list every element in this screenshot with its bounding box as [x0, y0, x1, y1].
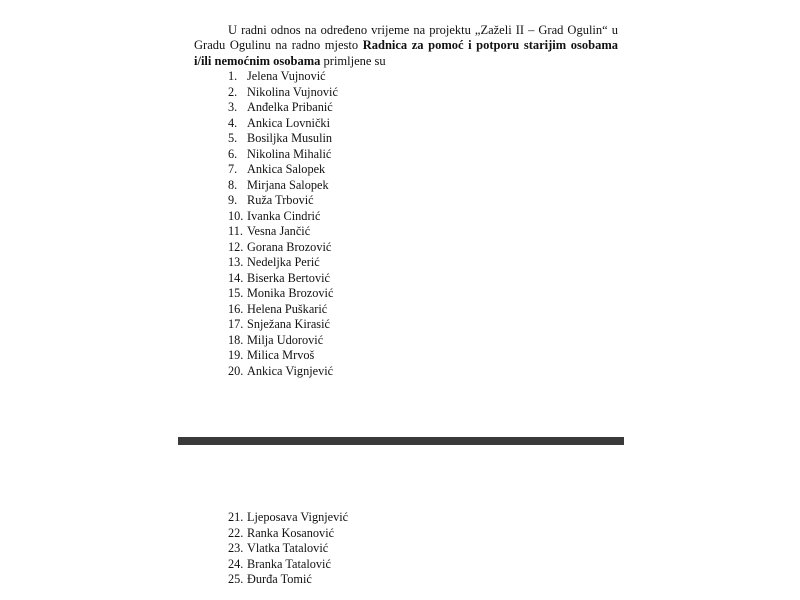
employee-list-item	[228, 271, 338, 287]
employee-name: Nikolina Mihalić	[247, 146, 332, 161]
employee-number: 21.	[228, 510, 244, 524]
document-page-2	[178, 445, 624, 600]
employee-name: Anđelka Pribanić	[247, 100, 333, 114]
employee-list-item	[228, 131, 338, 147]
employee-number: 7.	[228, 162, 238, 176]
employee-name: Ruža Trbović	[247, 193, 314, 207]
employee-name: Jelena Vujnović	[247, 69, 326, 83]
employee-number: 18.	[228, 332, 244, 347]
employee-name: Nedeljka Perić	[247, 255, 320, 269]
employee-number: 5.	[228, 131, 238, 145]
employee-name: Vesna Jančić	[247, 224, 311, 238]
employee-name: Milica Mrvoš	[247, 348, 315, 362]
employee-list-item	[228, 85, 338, 101]
employee-list-item	[228, 69, 338, 85]
employee-number: 11.	[228, 224, 243, 238]
employee-list-item	[228, 557, 348, 573]
employee-number: 15.	[228, 286, 244, 300]
employee-name: Vlatka Tatalović	[247, 541, 329, 555]
employee-list-item	[228, 147, 338, 163]
employee-name: Helena Puškarić	[247, 301, 328, 316]
employee-number: 16.	[228, 301, 244, 316]
employee-list-item	[228, 348, 338, 364]
employee-number: 3.	[228, 100, 238, 114]
employee-number: 12.	[228, 239, 244, 254]
intro-text-part-2: primljene su	[320, 53, 386, 68]
employee-name: Branka Tatalović	[247, 556, 331, 571]
employee-list-page-1	[228, 69, 338, 379]
employee-name: Milja Udorović	[247, 332, 324, 347]
employee-number: 13.	[228, 255, 244, 269]
intro-paragraph	[194, 23, 618, 70]
employee-name: Mirjana Salopek	[247, 177, 329, 192]
employee-list-item	[228, 364, 338, 380]
employee-list-item	[228, 116, 338, 132]
employee-list-item	[228, 526, 348, 542]
employee-name: Ankica Salopek	[247, 162, 326, 176]
employee-name: Ivanka Cindrić	[247, 208, 321, 223]
employee-number: 19.	[228, 348, 244, 362]
employee-list-item	[228, 162, 338, 178]
employee-number: 17.	[228, 317, 244, 331]
employee-number: 14.	[228, 270, 244, 285]
employee-name: Ankica Vignjević	[247, 363, 334, 378]
employee-number: 9.	[228, 193, 238, 207]
employee-list-item	[228, 100, 338, 116]
job-title-bold: Radnica za pomoć i potporu starijim osobama i/ili nemoćnim osobama	[194, 38, 618, 68]
employee-list-item	[228, 209, 338, 225]
employee-name: Snježana Kirasić	[247, 317, 330, 331]
employee-number: 8.	[228, 177, 238, 192]
employee-number: 23.	[228, 541, 244, 555]
employee-name: Nikolina Vujnović	[247, 84, 338, 99]
employee-list-item	[228, 333, 338, 349]
employee-list-item	[228, 255, 338, 271]
employee-number: 20.	[228, 363, 244, 378]
employee-list-item	[228, 317, 338, 333]
employee-list-item	[228, 224, 338, 240]
employee-name: Gorana Brozović	[247, 239, 332, 254]
employee-list-item	[228, 286, 338, 302]
employee-list-item	[228, 541, 348, 557]
employee-number: 4.	[228, 115, 238, 130]
employee-name: Ljeposava Vignjević	[247, 510, 349, 524]
employee-list-item	[228, 193, 338, 209]
employee-number: 10.	[228, 208, 244, 223]
employee-name: Ranka Kosanović	[247, 525, 335, 540]
employee-number: 6.	[228, 146, 238, 161]
employee-list-item	[228, 510, 348, 526]
employee-list-item	[228, 240, 338, 256]
employee-number: 2.	[228, 84, 238, 99]
employee-list-item	[228, 178, 338, 194]
employee-number: 25.	[228, 572, 244, 586]
employee-name: Bosiljka Musulin	[247, 131, 333, 145]
employee-list-page-2	[228, 510, 348, 588]
employee-list-item	[228, 572, 348, 588]
document-page-1	[178, 0, 624, 437]
employee-number: 24.	[228, 556, 244, 571]
intro-text-part-1: U radni odnos na određeno vrijeme na projektu „Zaželi II – Grad Ogulin“ u Gradu Ogulinu na radno mjesto	[194, 22, 618, 52]
employee-number: 1.	[228, 69, 238, 83]
employee-name: Monika Brozović	[247, 286, 334, 300]
employee-number: 22.	[228, 525, 244, 540]
employee-list-item	[228, 302, 338, 318]
employee-name: Biserka Bertović	[247, 270, 330, 285]
page-separator	[178, 437, 624, 445]
employee-name: Ankica Lovnički	[247, 115, 330, 130]
employee-name: Đurđa Tomić	[247, 572, 312, 586]
